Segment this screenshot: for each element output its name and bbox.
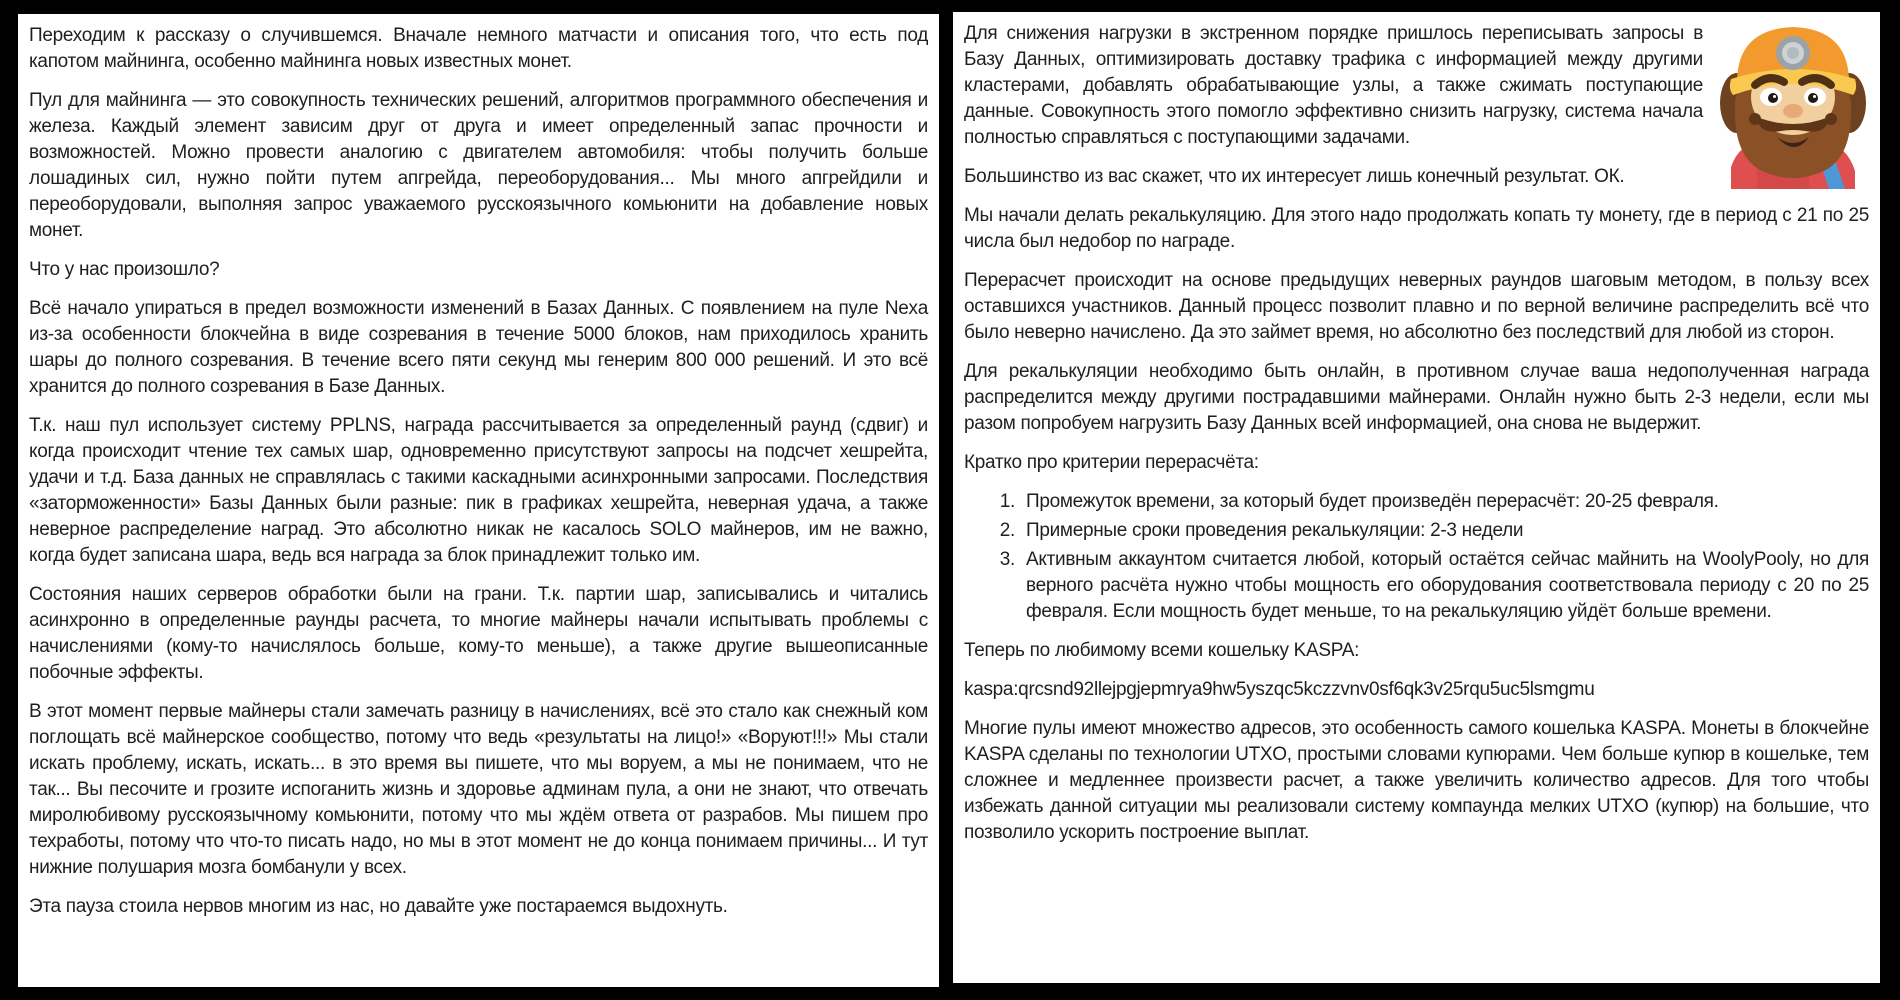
list-item: 2. Примерные сроки проведения рекалькуляции: 2-3 недели xyxy=(1020,518,1869,544)
kaspa-intro: Теперь по любимому всеми кошельку KASPA: xyxy=(964,640,1360,661)
paragraph: Многие пулы имеют множество адресов, это особенность самого кошелька KASPA. Монеты в блокчейне KASPA сделаны по технологии UTXO, простыми словами купюрами. Чем больше купюр в кошельке, тем сложнее и медленнее произвести расчет, а также увеличить количество адресов. Для того чтобы избежать данной ситуации мы реализовали систему компаунда мелких UTXO (купюр) на большие, что позволило ускорить построение выплат. xyxy=(964,718,1869,843)
mascot-eye-highlight-left xyxy=(1773,95,1776,98)
mascot-eye-highlight-right xyxy=(1813,95,1816,98)
paragraph: Пул для майнинга — это совокупность технических решений, алгоритмов программного обеспечения и железа. Каждый элемент зависим друг от друга и имеет определенный запас прочности и возможностей. Можно провести аналогию с двигателем автомобиля: чтобы получить больше лошадиных сил, нужно пойти путем апгрейда, переоборудования... Мы много апгрейдили и переоборудовали, выполняя запрос уважаемого русскоязычного комьюнити на добавление новых монет. xyxy=(29,90,928,241)
paragraph: Мы начали делать рекалькуляцию. Для этого надо продолжать копать ту монету, где в период с 21 по 25 числа был недобор по награде. xyxy=(964,205,1869,252)
paragraph-clipped: Эта пауза стоила нервов многим из нас, но давайте уже постараемся выдохнуть. xyxy=(29,896,728,917)
mascot-mustache-tip-left xyxy=(1749,113,1761,125)
mascot-pupil-right xyxy=(1808,93,1818,103)
miner-mascot-image xyxy=(1717,21,1869,189)
paragraph: Состояния наших серверов обработки были на грани. Т.к. партии шар, записывались и читались асинхронно в определенные раунды расчета, то многие майнеры начали испытывать проблемы с начислениями (кому-то начислялось больше, кому-то меньше), а также другие вышеописанные побочные эффекты. xyxy=(29,584,928,683)
paragraph: Т.к. наш пул использует систему PPLNS, награда рассчитывается за определенный раунд (сдвиг) и когда происходит чтение тех самых шар, одновременно присутствуют запросы на подсчет хешрейта, удачи и т.д. База данных не справлялась с такими каскадными асинхронными запросами. Последствия «заторможенности» Базы Данных были разные: пик в графиках хешрейта, неверная удача, а также неверное распределение наград. Это абсолютно никак не касалось SOLO майнеров, им не важно, когда будет записана шара, ведь вся награда за блок принадлежит только им. xyxy=(29,415,928,566)
mascot-nose xyxy=(1783,104,1803,118)
list-item: 3. Активным аккаунтом считается любой, который остаётся сейчас майнить на WoolyPooly, но для верного расчёта нужно чтобы мощность его оборудования соответствовала периоду с 20 по 25 февраля. Если мощность будет меньше, то на рекалькуляцию уйдёт больше времени. xyxy=(1020,547,1869,625)
kaspa-wallet-address: kaspa:qrcsnd92llejpgjepmrya9hw5yszqc5kczzvnv0sf6qk3v25rqu5uc5lsmgmu xyxy=(964,679,1595,700)
paragraph: В этот момент первые майнеры стали замечать разницу в начислениях, всё это стало как снежный ком поглощать всё майнерское сообщество, потому что ведь «результаты на лицо!» «Воруют!!!» Мы стали искать проблему, искать, искать... в это время вы пишете, что мы воруем, а мы не понимаем, что не так... Вы песочите и грозите испоганить жизнь и здоровье админам пула, а они не знают, что отвечать миролюбивому русскоязычному комьюнити, потому что мы ждём ответа от разрабов. Мы пишем про техработы, потому что что-то писать надо, но мы в этот момент не до конца понимаем причины... И тут нижние полушария мозга бомбанули у всех. xyxy=(29,701,928,878)
mascot-mustache-tip-right xyxy=(1825,113,1837,125)
paragraph: Большинство из вас скажет, что их интересует лишь конечный результат. ОК. xyxy=(964,166,1625,187)
paragraph: Переходим к рассказу о случившемся. Вначале немного матчасти и описания того, что есть под капотом майнинга, особенно майнинга новых известных монет. xyxy=(29,25,928,72)
section-question-heading: Что у нас произошло? xyxy=(29,259,220,280)
recalculation-criteria-list xyxy=(964,489,1869,625)
paragraph: Для снижения нагрузки в экстренном порядке пришлось переписывать запросы в Базу Данных, оптимизировать доставку трафика с информацией между другими кластерами, добавлять обрабатывающие узлы, а также сжимать поступающие данные. Совокупность этого помогло эффективно снизить нагрузку, система начала полностью справляться с поступающими задачами. xyxy=(964,23,1703,148)
paragraph: Перерасчет происходит на основе предыдущих неверных раундов шаговым методом, в пользу всех оставшихся участников. Данный процесс позволит плавно и по верной величине распределить всё что было неверно начислено. Да это займет время, но абсолютно без последствий для любой из сторон. xyxy=(964,270,1869,343)
mascot-lamp-center xyxy=(1787,47,1799,59)
criteria-intro: Кратко про критерии перерасчёта: xyxy=(964,452,1259,473)
paragraph: Для рекалькуляции необходимо быть онлайн, в противном случае ваша недополученная награда распределится между другими пострадавшими майнерами. Онлайн нужно быть 2-3 недели, если мы разом попробуем нагрузить Базу Данных всей информацией, она снова не выдержит. xyxy=(964,361,1869,434)
paragraph: Всё начало упираться в предел возможности изменений в Базах Данных. С появлением на пуле Nexa из-за особенности блокчейна в виде созревания в течение 5000 блоков, нам приходилось хранить шары до полного созревания. В течение всего пяти секунд мы генерим 800 000 решений. И это всё хранится до полного созревания в Базе Данных. xyxy=(29,298,928,397)
right-document-page xyxy=(953,12,1880,983)
list-item: 1. Промежуток времени, за который будет произведён перерасчёт: 20-25 февраля. xyxy=(1020,489,1869,515)
left-document-page xyxy=(18,14,939,987)
mascot-pupil-left xyxy=(1768,93,1778,103)
